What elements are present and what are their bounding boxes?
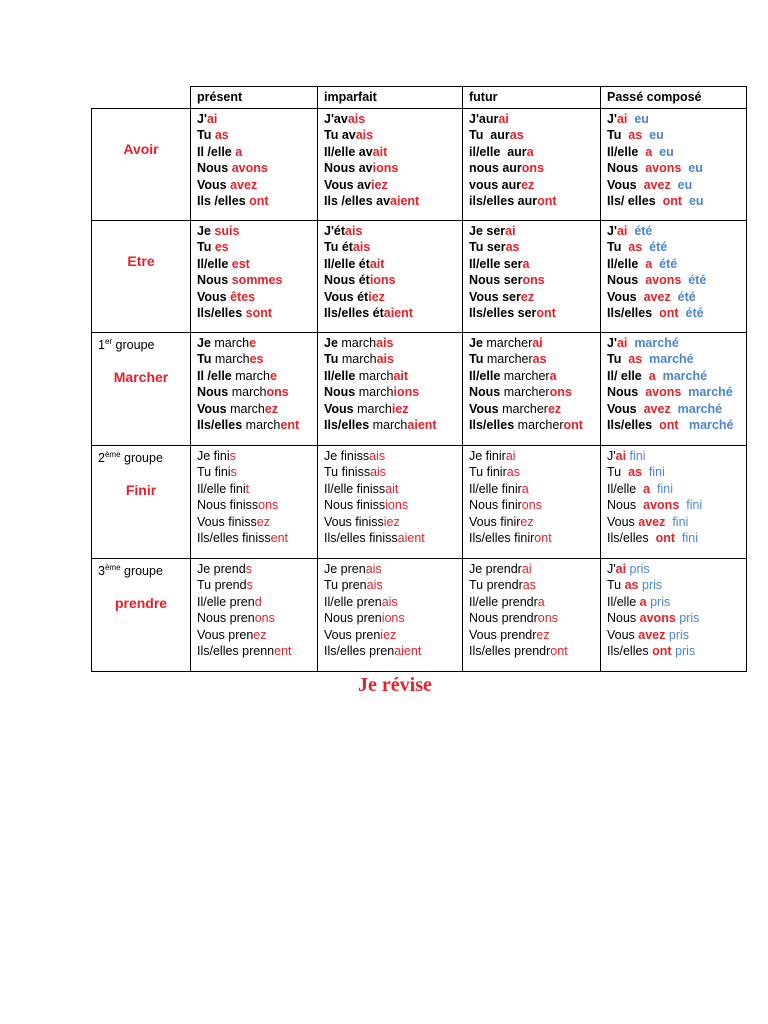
- conjugation-line: Je prendrai: [469, 562, 532, 576]
- conjugation-line: Ils/elles prenaient: [324, 644, 422, 659]
- conjugation-line: Tu auras: [469, 128, 524, 143]
- conjugation-line: Il /elle a: [197, 144, 243, 159]
- conjugation-line: Vous marcherez: [469, 401, 562, 416]
- conjugation-cell-imparfait: [318, 333, 463, 446]
- conjugation-cell-futur: [463, 446, 601, 559]
- conjugation-line: Vous prendrez: [469, 627, 550, 642]
- conjugation-line: Il /elle marche: [197, 368, 277, 383]
- conjugation-line: Ils/elles prennent: [197, 644, 292, 659]
- conjugation-line: Nous finirons: [469, 498, 542, 513]
- conjugation-line: Ils/ elles ont eu: [607, 194, 704, 209]
- header-present: présent: [191, 87, 318, 109]
- conjugation-line: Ils/elles ont été: [607, 306, 704, 321]
- conjugation-line: Tu es: [197, 240, 229, 255]
- conjugation-line: J'ai pris: [607, 562, 650, 576]
- header-imparfait: imparfait: [318, 87, 463, 109]
- conjugation-cell-passe-compose: [601, 333, 747, 446]
- conjugation-line: Vous étiez: [324, 289, 385, 304]
- verb-cell: [92, 221, 191, 333]
- conjugation-line: Il/elle était: [324, 256, 385, 271]
- verb-group-label: 2ème groupe: [98, 450, 163, 466]
- verb-name: Avoir: [123, 141, 159, 157]
- conjugation-line: Vous aviez: [324, 177, 388, 192]
- conjugation-line: Nous étions: [324, 273, 396, 288]
- conjugation-line: J'ai eu: [607, 112, 649, 126]
- conjugation-cell-imparfait: [318, 221, 463, 333]
- conjugation-cell-present: [191, 333, 318, 446]
- conjugation-line: Ils /elles avaient: [324, 194, 420, 209]
- conjugation-line: J'ai marché: [607, 336, 679, 350]
- conjugation-line: Nous avons fini: [607, 498, 703, 513]
- conjugation-line: J'ai été: [607, 224, 653, 238]
- conjugation-line: Vous marchiez: [324, 401, 409, 416]
- conjugation-line: Tu as eu: [607, 128, 664, 143]
- conjugation-line: Tu avais: [324, 128, 374, 143]
- conjugation-line: Ils/elles ont marché: [607, 418, 734, 433]
- conjugation-line: Tu prendras: [469, 578, 536, 593]
- conjugation-line: Il/elle prendra: [469, 594, 545, 609]
- conjugation-line: Il/elle sera: [469, 256, 530, 271]
- verb-cell: [92, 109, 191, 221]
- conjugation-line: Vous finissez: [197, 514, 270, 529]
- conjugation-cell-passe-compose: [601, 446, 747, 559]
- conjugation-line: Je marcherai: [469, 336, 543, 350]
- conjugation-line: Il/elle a fini: [607, 481, 674, 496]
- corner-cell: [92, 87, 191, 109]
- conjugation-line: nous aurons: [469, 161, 545, 176]
- conjugation-cell-passe-compose: [601, 109, 747, 221]
- conjugation-line: Nous avons pris: [607, 611, 700, 626]
- conjugation-line: Il/elle finissait: [324, 481, 399, 496]
- conjugation-line: Tu marcheras: [469, 352, 547, 367]
- conjugation-line: Nous prendrons: [469, 611, 558, 626]
- conjugation-line: Nous serons: [469, 273, 545, 288]
- verb-cell: [92, 446, 191, 559]
- conjugation-line: Tu marchais: [324, 352, 394, 367]
- header-futur: futur: [463, 87, 601, 109]
- conjugation-line: Je serai: [469, 224, 516, 238]
- header-row: [92, 87, 747, 109]
- conjugation-cell-present: [191, 446, 318, 559]
- conjugation-line: Nous prenions: [324, 611, 405, 626]
- conjugation-line: Tu étais: [324, 240, 371, 255]
- conjugation-line: J'avais: [324, 112, 366, 126]
- conjugation-line: Il/elle est: [197, 256, 250, 271]
- conjugation-line: Ils/elles finiront: [469, 531, 552, 546]
- conjugation-line: Tu prends: [197, 578, 253, 593]
- conjugation-cell-present: [191, 559, 318, 672]
- conjugation-line: Vous avez été: [607, 289, 696, 304]
- verb-name: Etre: [127, 253, 155, 269]
- conjugation-line: J'ai fini: [607, 449, 646, 463]
- conjugation-line: Nous avons: [197, 161, 268, 176]
- conjugation-cell-imparfait: [318, 109, 463, 221]
- conjugation-line: Nous marcherons: [469, 385, 572, 400]
- conjugation-cell-passe-compose: [601, 221, 747, 333]
- conjugation-line: Vous preniez: [324, 627, 397, 642]
- conjugation-line: Nous marchons: [197, 385, 289, 400]
- conjugation-line: Il/ elle a marché: [607, 368, 708, 383]
- conjugation-line: J'ai: [197, 112, 218, 126]
- conjugation-line: Vous êtes: [197, 289, 256, 304]
- conjugation-line: Je finis: [197, 449, 236, 463]
- conjugation-line: Vous avez: [197, 177, 258, 192]
- conjugation-line: Vous prenez: [197, 627, 267, 642]
- conjugation-line: Je prenais: [324, 562, 382, 576]
- conjugation-line: Nous avons marché: [607, 385, 733, 400]
- conjugation-line: Il/elle a pris: [607, 594, 671, 609]
- conjugation-line: Vous avez marché: [607, 401, 723, 416]
- conjugation-line: Nous avons été: [607, 273, 707, 288]
- conjugation-line: Vous avez fini: [607, 514, 689, 529]
- conjugation-line: Il/elle a été: [607, 256, 678, 271]
- conjugation-line: Tu marches: [197, 352, 264, 367]
- conjugation-line: Nous avons eu: [607, 161, 703, 176]
- conjugation-table: [91, 86, 747, 672]
- conjugation-cell-futur: [463, 333, 601, 446]
- page-title: Je révise: [358, 674, 432, 696]
- conjugation-line: Tu as pris: [607, 578, 663, 593]
- conjugation-line: Il/elle prend: [197, 594, 262, 609]
- conjugation-line: Nous prenons: [197, 611, 275, 626]
- conjugation-line: Nous marchions: [324, 385, 420, 400]
- conjugation-line: il/elle aura: [469, 144, 534, 159]
- conjugation-line: Ils /elles ont: [197, 194, 269, 209]
- conjugation-cell-futur: [463, 559, 601, 672]
- conjugation-line: Ils/elles sont: [197, 306, 273, 321]
- conjugation-line: Ils/elles prendront: [469, 644, 568, 659]
- conjugation-line: Vous marchez: [197, 401, 279, 416]
- conjugation-line: vous aurez: [469, 177, 535, 192]
- verb-cell: [92, 333, 191, 446]
- conjugation-line: Vous avez pris: [607, 627, 690, 642]
- conjugation-line: Tu prenais: [324, 578, 383, 593]
- conjugation-line: Ils/elles finissent: [197, 531, 289, 546]
- verb-cell: [92, 559, 191, 672]
- conjugation-cell-passe-compose: [601, 559, 747, 672]
- verb-row-marcher: [92, 333, 747, 446]
- conjugation-line: Nous sommes: [197, 273, 283, 288]
- verb-group-label: 1er groupe: [98, 337, 155, 353]
- conjugation-line: J'aurai: [469, 112, 509, 126]
- verb-row-avoir: [92, 109, 747, 221]
- conjugation-line: Vous avez eu: [607, 177, 693, 192]
- conjugation-line: Ils/elles seront: [469, 306, 556, 321]
- conjugation-line: Il/elle marchera: [469, 368, 557, 383]
- conjugation-line: Tu seras: [469, 240, 520, 255]
- conjugation-line: Tu as: [197, 128, 229, 143]
- conjugation-line: Il/elle avait: [324, 144, 388, 159]
- verb-name: Marcher: [113, 369, 169, 386]
- conjugation-line: Je prends: [197, 562, 252, 576]
- conjugation-cell-futur: [463, 109, 601, 221]
- verb-group-label: 3ème groupe: [98, 563, 163, 579]
- verb-name: Finir: [125, 482, 157, 499]
- conjugation-line: Tu as marché: [607, 352, 694, 367]
- conjugation-line: Je marche: [197, 336, 257, 350]
- conjugation-line: Tu finissais: [324, 465, 387, 480]
- conjugation-line: Nous finissions: [324, 498, 409, 513]
- conjugation-line: Nous avions: [324, 161, 399, 176]
- conjugation-line: Il/elle prenais: [324, 594, 398, 609]
- conjugation-line: Tu as fini: [607, 465, 665, 480]
- conjugation-line: Ils/elles étaient: [324, 306, 413, 321]
- conjugation-line: Nous finissons: [197, 498, 279, 513]
- conjugation-line: Il/elle finit: [197, 481, 250, 496]
- conjugation-cell-present: [191, 221, 318, 333]
- verb-row-etre: [92, 221, 747, 333]
- verb-row-finir: [92, 446, 747, 559]
- conjugation-line: Vous finissiez: [324, 514, 400, 529]
- conjugation-line: ils/elles auront: [469, 194, 557, 209]
- conjugation-cell-present: [191, 109, 318, 221]
- conjugation-line: Tu finis: [197, 465, 237, 480]
- conjugation-line: Ils/elles marchent: [197, 418, 300, 433]
- conjugation-line: Vous finirez: [469, 514, 534, 529]
- conjugation-line: Il/elle a eu: [607, 144, 674, 159]
- conjugation-line: Vous serez: [469, 289, 535, 304]
- conjugation-cell-imparfait: [318, 559, 463, 672]
- conjugation-line: Tu as été: [607, 240, 668, 255]
- conjugation-line: Il/elle marchait: [324, 368, 409, 383]
- verb-name: prendre: [114, 595, 168, 612]
- conjugation-line: Je marchais: [324, 336, 394, 350]
- conjugation-line: Il/elle finira: [469, 481, 529, 496]
- header-passe-compose: Passé composé: [601, 87, 747, 109]
- conjugation-line: Ils/elles ont fini: [607, 531, 699, 546]
- conjugation-cell-imparfait: [318, 446, 463, 559]
- conjugation-line: Je finissais: [324, 449, 386, 463]
- conjugation-line: Ils/elles marchaient: [324, 418, 437, 433]
- conjugation-line: Je finirai: [469, 449, 516, 463]
- verb-row-prendre: [92, 559, 747, 672]
- conjugation-line: Tu finiras: [469, 465, 520, 480]
- conjugation-line: J'étais: [324, 224, 363, 238]
- conjugation-line: Ils/elles finissaient: [324, 531, 425, 546]
- conjugation-line: Ils/elles ont pris: [607, 644, 696, 659]
- conjugation-cell-futur: [463, 221, 601, 333]
- conjugation-line: Je suis: [197, 224, 240, 238]
- conjugation-line: Ils/elles marcheront: [469, 418, 583, 433]
